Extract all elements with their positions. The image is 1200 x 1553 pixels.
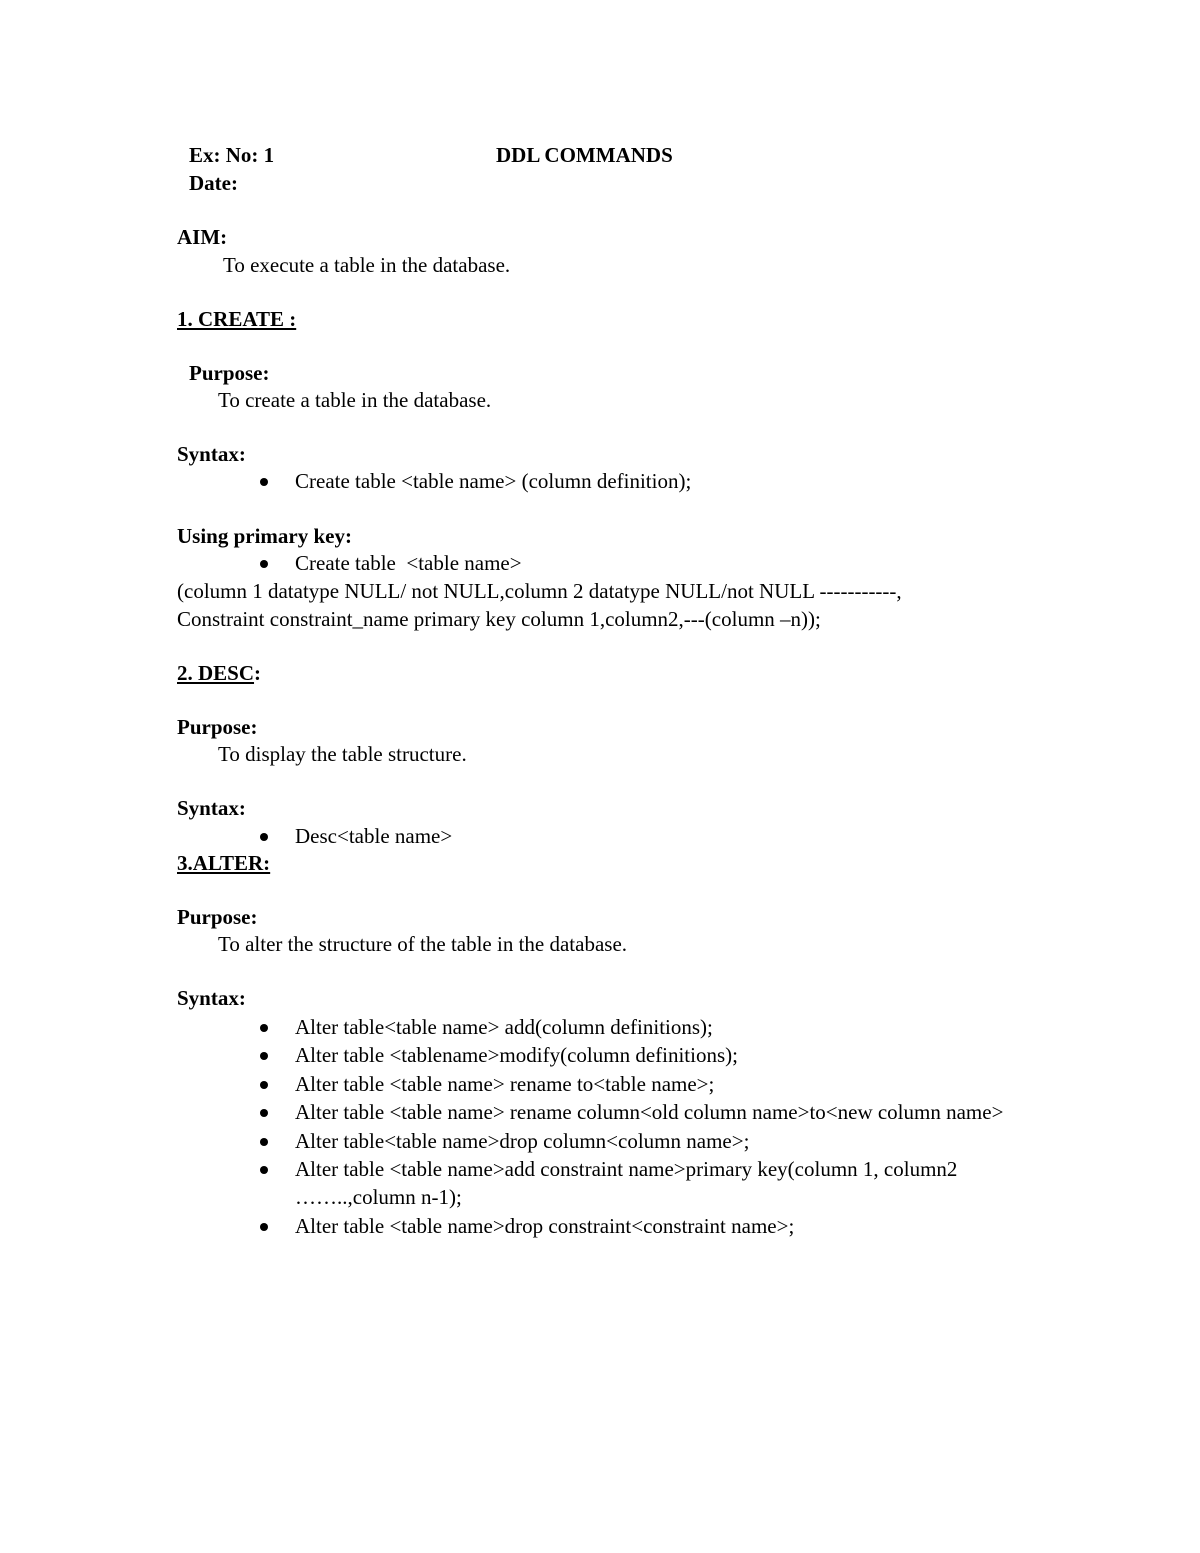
- bullet-icon: [260, 1081, 268, 1089]
- create-heading: 1. CREATE :: [177, 307, 297, 331]
- primary-key-line-2: Constraint constraint_name primary key column 1,column2,---(column –n));: [177, 607, 821, 631]
- list-item: Desc<table name>: [258, 822, 452, 850]
- list-item: Alter table <tablename>modify(column definitions);: [258, 1041, 1035, 1069]
- list-item: Alter table <table name> rename column<old column name>to<new column name>: [258, 1098, 1035, 1126]
- date-label: Date:: [189, 171, 238, 195]
- aim-text: To execute a table in the database.: [223, 253, 511, 277]
- alter-purpose-label: Purpose:: [177, 905, 258, 929]
- create-purpose-text: To create a table in the database.: [218, 388, 492, 412]
- bullet-icon: [260, 1024, 268, 1032]
- create-purpose-label: Purpose:: [189, 361, 270, 385]
- desc-purpose-text: To display the table structure.: [218, 742, 467, 766]
- exercise-number: Ex: No: 1: [189, 143, 275, 167]
- list-item: Alter table <table name>drop constraint<constraint name>;: [258, 1212, 1035, 1240]
- primary-key-list: [258, 549, 522, 577]
- bullet-icon: [260, 833, 268, 841]
- alter-syntax-label: Syntax:: [177, 986, 246, 1010]
- list-item: Alter table<table name>drop column<column name>;: [258, 1127, 1035, 1155]
- primary-key-label: Using primary key:: [177, 524, 352, 548]
- bullet-icon: [260, 1166, 268, 1174]
- bullet-icon: [260, 478, 268, 486]
- list-item: Alter table <table name>add constraint name>primary key(column 1, column2 ……..,column n-1);: [258, 1155, 985, 1212]
- list-item: Create table <table name> (column definition);: [258, 467, 691, 495]
- bullet-icon: [260, 1109, 268, 1117]
- bullet-icon: [260, 560, 268, 568]
- page-title: DDL COMMANDS: [496, 143, 673, 167]
- bullet-icon: [260, 1223, 268, 1231]
- list-item: Alter table <table name> rename to<table name>;: [258, 1070, 1035, 1098]
- alter-syntax-list: [258, 1013, 1035, 1240]
- create-syntax-label: Syntax:: [177, 442, 246, 466]
- desc-purpose-label: Purpose:: [177, 715, 258, 739]
- desc-syntax-label: Syntax:: [177, 796, 246, 820]
- desc-syntax-list: [258, 822, 452, 850]
- list-item: Alter table<table name> add(column definitions);: [258, 1013, 1035, 1041]
- primary-key-line-1: (column 1 datatype NULL/ not NULL,column 2 datatype NULL/not NULL -----------,: [177, 579, 902, 603]
- aim-heading: AIM:: [177, 225, 228, 249]
- bullet-icon: [260, 1052, 268, 1060]
- list-item: Create table <table name>: [258, 549, 522, 577]
- bullet-icon: [260, 1138, 268, 1146]
- desc-heading: 2. DESC:: [177, 661, 262, 685]
- alter-heading: 3.ALTER:: [177, 851, 271, 875]
- create-syntax-list: [258, 467, 691, 495]
- alter-purpose-text: To alter the structure of the table in the database.: [218, 932, 628, 956]
